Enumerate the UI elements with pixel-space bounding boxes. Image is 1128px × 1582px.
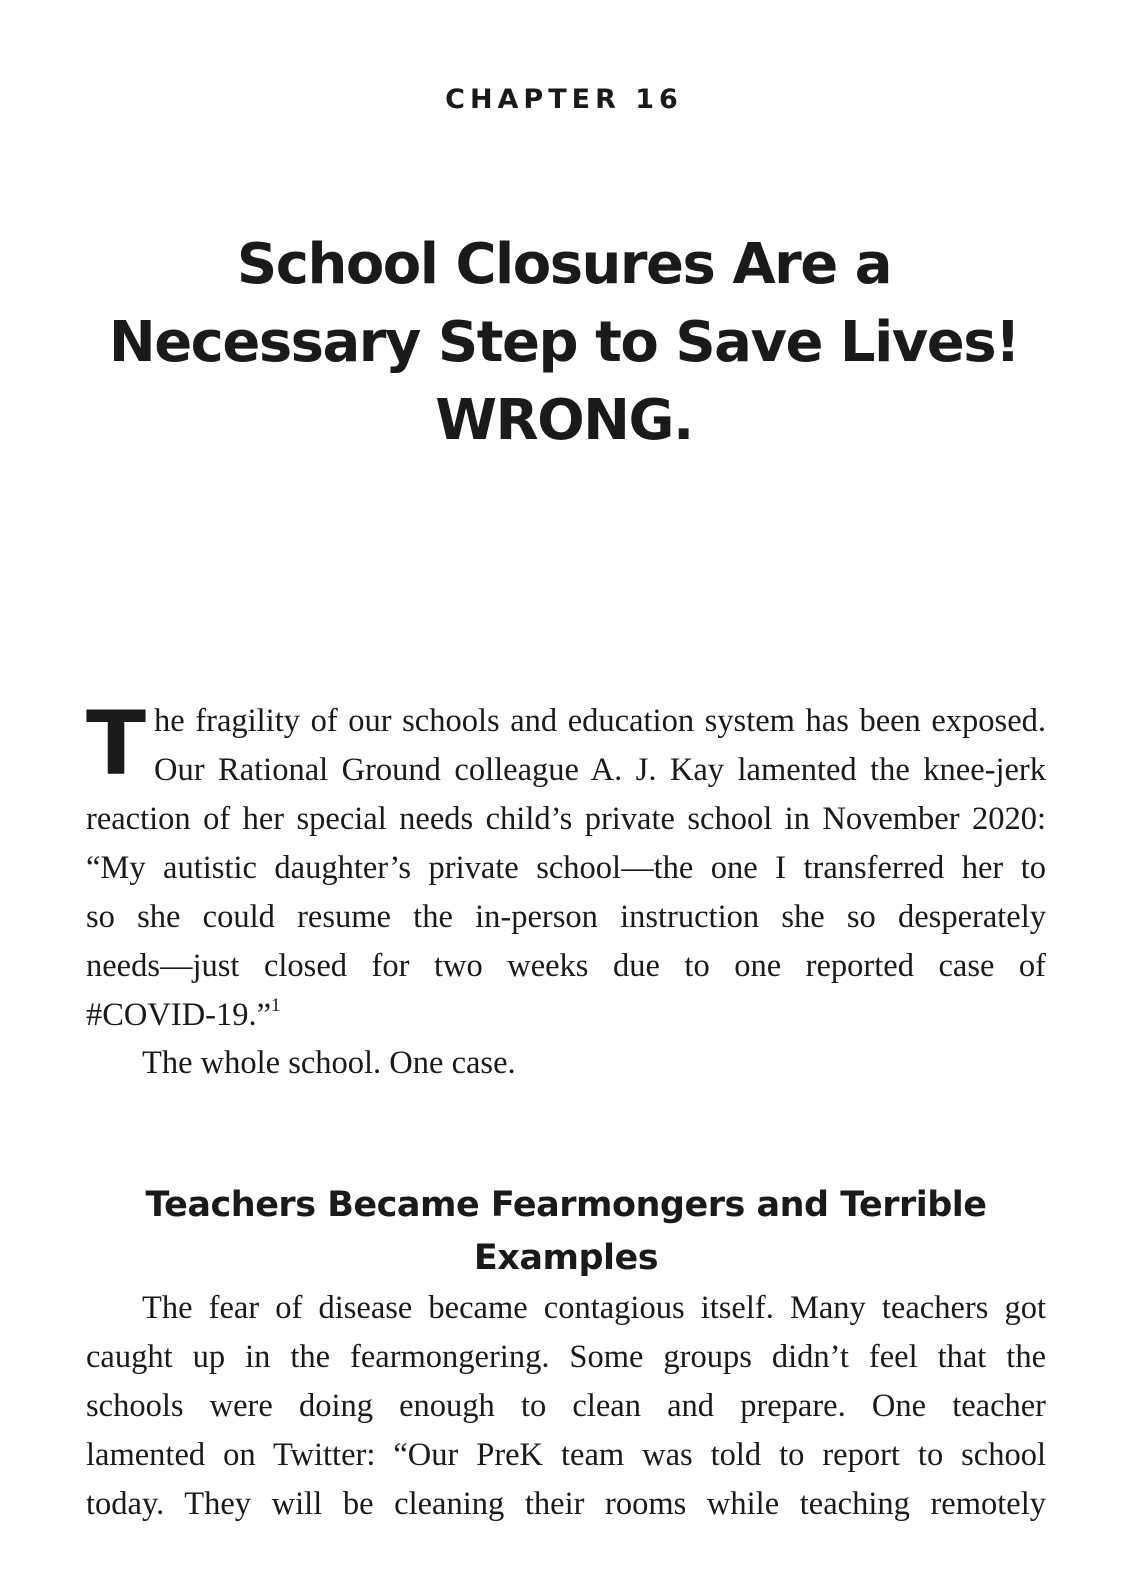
paragraph-line: schools were doing enough to clean and prepare. One teacher	[86, 1388, 1046, 1424]
paragraph-line: The fear of disease became contagious itself. Many teachers got	[142, 1290, 1046, 1326]
paragraph-line: needs—just closed for two weeks due to one reported case of	[86, 948, 1046, 984]
chapter-label: CHAPTER 16	[445, 84, 683, 115]
section-heading-line: Teachers Became Fearmongers and Terrible	[145, 1185, 987, 1225]
paragraph-line	[86, 991, 1046, 1040]
chapter-title-line: School Closures Are a	[236, 232, 892, 297]
section-paragraph	[86, 1284, 1046, 1529]
paragraph-line: today. They will be cleaning their rooms while teaching remotely	[86, 1486, 1046, 1522]
paragraph-line: he fragility of our schools and education system has been exposed.	[154, 703, 1046, 739]
paragraph-line: “My autistic daughter’s private school—the one I transferred her to	[86, 850, 1046, 886]
short-paragraph: The whole school. One case.	[142, 1045, 516, 1081]
paragraph-line: caught up in the fearmongering. Some groups didn’t feel that the	[86, 1339, 1046, 1375]
opening-paragraph	[86, 692, 1046, 1040]
drop-cap: T	[86, 692, 147, 795]
chapter-title-line: WRONG.	[435, 388, 693, 453]
section-heading-line: Examples	[473, 1238, 659, 1278]
section-heading	[86, 1179, 1046, 1285]
paragraph-line: Our Rational Ground colleague A. J. Kay lamented the knee-jerk	[154, 752, 1046, 788]
footnote-marker[interactable]: 1	[271, 995, 281, 1016]
hashtag-text: #COVID-19.”	[86, 997, 272, 1033]
chapter-title-line: Necessary Step to Save Lives!	[108, 310, 1020, 375]
chapter-title	[60, 226, 1068, 460]
paragraph-line: lamented on Twitter: “Our PreK team was told to report to school	[86, 1437, 1046, 1473]
paragraph-line: so she could resume the in-person instruction she so desperately	[86, 899, 1046, 935]
paragraph-line: reaction of her special needs child’s private school in November 2020:	[86, 801, 1046, 837]
